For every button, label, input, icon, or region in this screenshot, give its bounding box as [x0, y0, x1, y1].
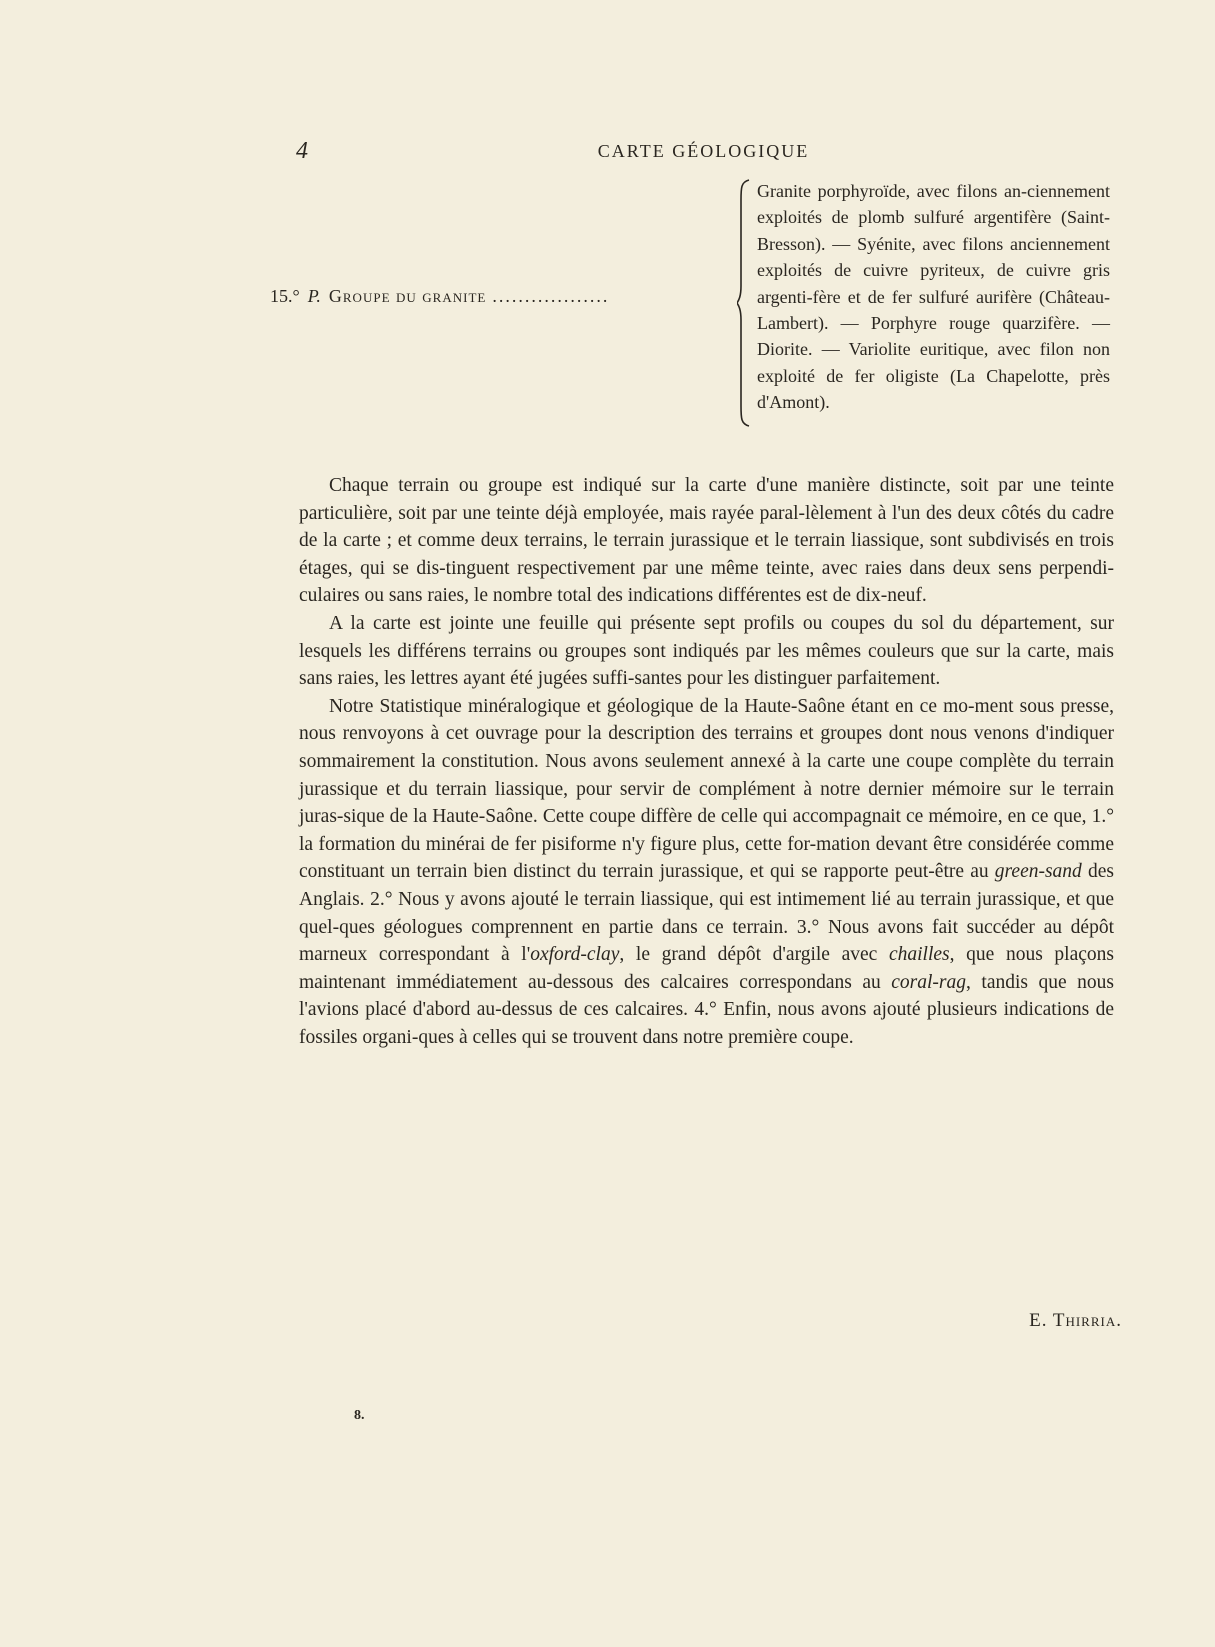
page-number: 4 [296, 138, 308, 164]
paragraph-text: des Anglais. 2.° Nous y avons ajouté le terrain liassique, qui est intimement lié au terrain jurassique, et que quel-ques géologues comprennent en partie dans ce terrain. 3.° Nous avons fait succéder au dépôt marneux correspondant à l' [299, 861, 1114, 966]
running-title: CARTE GÉOLOGIQUE [597, 141, 810, 161]
group-entry [270, 178, 1110, 428]
curly-brace-icon [737, 178, 753, 428]
paragraph-text: , que nous plaçons maintenant immédiatement au-dessous des calcaires correspondans au [299, 944, 1115, 993]
signature-mark: 8. [354, 1408, 365, 1423]
group-description: Granite porphyroïde, avec filons an-ciennement exploités de plomb sulfuré argentifère (Saint-Bresson). — Syénite, avec filons anciennement exploités de cuivre pyriteux, de cuivre gris argenti-fère et de fer sulfuré aurifère (Château-Lambert). — Porphyre rouge quarzifère. — Diorite. — Variolite euritique, avec filon non exploité de fer oligiste (La Chapelotte, près d'Amont). [757, 181, 1110, 413]
paragraph: A la carte est jointe une feuille qui présente sept profils ou coupes du sol du département, sur lesquels les différens terrains ou groupes sont indiqués par les mêmes couleurs que sur la carte, mais sans raies, les lettres ayant été jugées suffi-santes pour les distinguer parfaitement. [299, 612, 1114, 690]
signature: E. Thirria. [1029, 1310, 1122, 1331]
group-label [270, 286, 609, 307]
body-text [299, 472, 1114, 1051]
italic-term: chailles [888, 944, 950, 966]
italic-term: green-sand [994, 861, 1082, 883]
paragraph-text: Notre Statistique minéralogique et géologique de la Haute-Saône étant en ce mo-ment sous presse, nous renvoyons à cet ouvrage pour la description des terrains et groupes dont nous venons d'indiquer sommairement la constitution. Nous avons seulement annexé à la carte une coupe complète du terrain jurassique et du terrain liassique, pour servir de complément à notre dernier mémoire sur le terrain juras-sique de la Haute-Saône. Cette coupe diffère de celle qui accompagnait ce mémoire, en ce que, 1.° la formation du minérai de fer pisiforme n'y figure plus, cette for-mation devant être considérée comme constituant un terrain bien distinct du terrain jurassique, et qui se rapporte peut-être au [299, 695, 1114, 883]
group-letter: P. [307, 286, 321, 306]
group-name: Groupe du granite [328, 286, 487, 306]
group-number: 15.° [270, 286, 300, 306]
paragraph-text: , tandis que nous l'avions placé d'abord au-dessus de ces calcaires. 4.° Enfin, nous avons ajouté plusieurs indications de fossiles organi-ques à celles qui se trouvent dans notre première coupe. [299, 971, 1114, 1048]
italic-term: coral-rag [891, 971, 967, 993]
paragraph-text: , le grand dépôt d'argile avec [619, 944, 889, 966]
paragraph [299, 693, 1114, 1052]
page-header [296, 138, 1111, 168]
paragraph: Chaque terrain ou groupe est indiqué sur la carte d'une manière distincte, soit par une teinte particulière, soit par une teinte déjà employée, mais rayée paral-lèlement à l'un des deux côtés du cadre de la carte ; et comme deux terrains, le terrain jurassique et le terrain liassique, sont subdivisés en trois étages, qui se dis-tinguent respectivement par une même teinte, avec raies dans deux sens perpendi-culaires ou sans raies, le nombre total des indications différentes est de dix-neuf. [299, 475, 1114, 607]
leader-dots: .................. [492, 286, 610, 306]
italic-term: oxford-clay [530, 944, 620, 966]
